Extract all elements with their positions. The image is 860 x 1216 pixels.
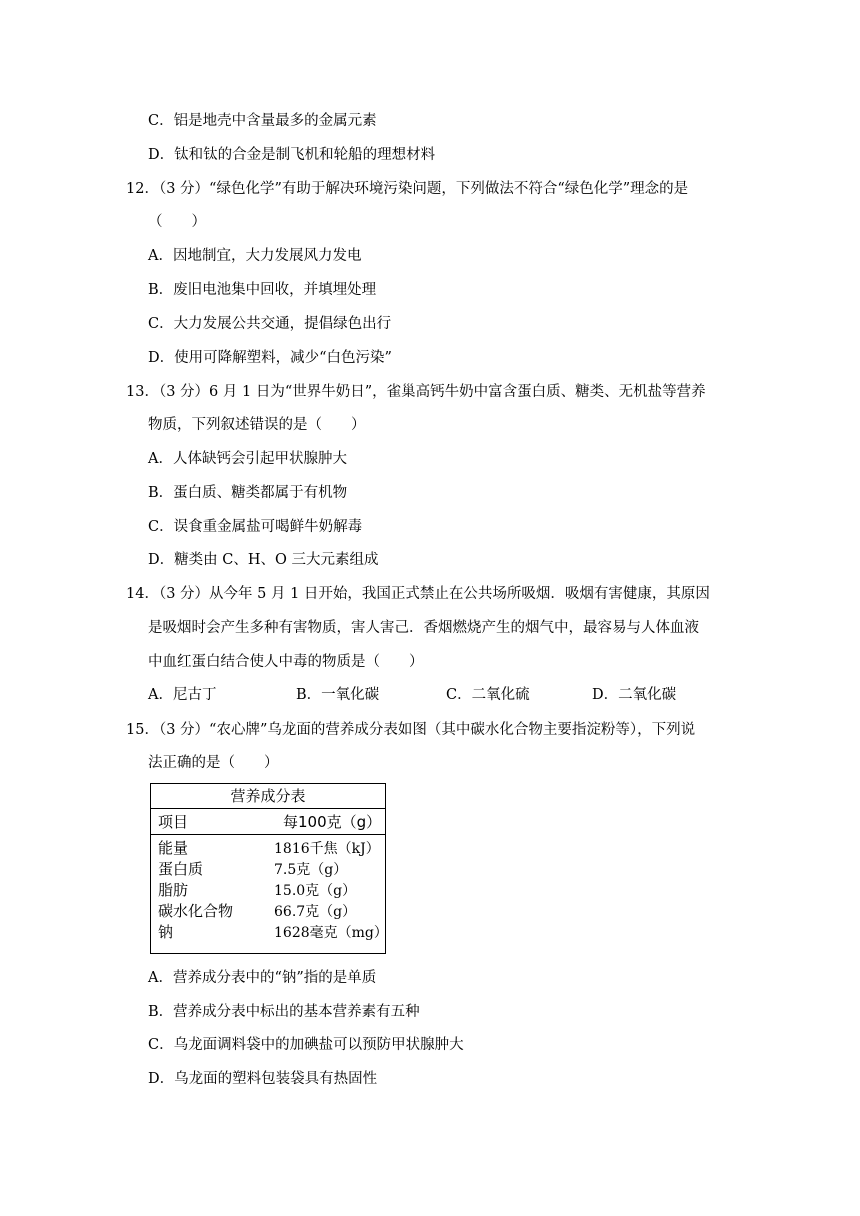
table-row bbox=[151, 879, 385, 899]
row-item: 蛋白质 bbox=[158, 860, 204, 878]
q15-option-c: C．乌龙面调料袋中的加碘盐可以预防甲状腺肿大 bbox=[148, 1037, 464, 1053]
q14-option-a: A．尼古丁 bbox=[148, 687, 217, 703]
q13-option-b: B．蛋白质、糖类都属于有机物 bbox=[148, 485, 348, 501]
q14-stem-cont-1: 是吸烟时会产生多种有害物质，害人害己．香烟燃烧产生的烟气中，最容易与人体血液 bbox=[148, 620, 699, 636]
table-row bbox=[151, 921, 388, 941]
q12-option-d: D．使用可降解塑料，减少“白色污染” bbox=[148, 350, 392, 366]
q11-option-d: D．钛和钛的合金是制飞机和轮船的理想材料 bbox=[148, 147, 436, 163]
q15-option-b: B．营养成分表中标出的基本营养素有五种 bbox=[148, 1004, 420, 1020]
q14-option-c: C．二氧化硫 bbox=[446, 687, 530, 703]
nutrition-table bbox=[150, 783, 386, 954]
header-item: 项目 bbox=[158, 813, 189, 831]
q12-option-a: A．因地制宜，大力发展风力发电 bbox=[148, 248, 362, 264]
q12-stem-cont: （ ） bbox=[148, 214, 206, 230]
q15-option-d: D．乌龙面的塑料包装袋具有热固性 bbox=[148, 1071, 378, 1087]
q11-option-c: C．铝是地壳中含量最多的金属元素 bbox=[148, 113, 377, 129]
q12-option-c: C．大力发展公共交通，提倡绿色出行 bbox=[148, 316, 392, 332]
row-value: 15.0克（g） bbox=[274, 883, 357, 899]
row-value: 7.5克（g） bbox=[274, 862, 348, 878]
q13-option-c: C．误食重金属盐可喝鲜牛奶解毒 bbox=[148, 519, 363, 535]
q13-option-d: D．糖类由 C、H、O 三大元素组成 bbox=[148, 552, 379, 568]
q14-stem: 14．（3 分）从今年 5 月 1 日开始，我国正式禁止在公共场所吸烟．吸烟有害健康，其原因 bbox=[126, 586, 710, 602]
q15-stem: 15．（3 分）“农心牌”乌龙面的营养成分表如图（其中碳水化合物主要指淀粉等），下列说 bbox=[126, 722, 696, 738]
row-item: 脂肪 bbox=[158, 881, 189, 899]
q13-option-a: A．人体缺钙会引起甲状腺肿大 bbox=[148, 451, 347, 467]
q15-stem-cont: 法正确的是（ ） bbox=[148, 755, 279, 771]
row-item: 钠 bbox=[158, 923, 174, 941]
row-value: 1628毫克（mg） bbox=[274, 925, 388, 941]
table-row bbox=[151, 858, 385, 878]
q14-option-b: B．一氧化碳 bbox=[296, 687, 380, 703]
q15-option-a: A．营养成分表中的“钠”指的是单质 bbox=[148, 970, 377, 986]
row-item: 能量 bbox=[158, 839, 189, 857]
q14-option-d: D．二氧化碳 bbox=[592, 687, 677, 703]
q13-stem: 13．（3 分）6 月 1 日为“世界牛奶日”，雀巢高钙牛奶中富含蛋白质、糖类、无机盐等营养 bbox=[126, 384, 706, 400]
row-value: 1816千焦（kJ） bbox=[274, 841, 380, 857]
row-item: 碳水化合物 bbox=[158, 902, 234, 920]
nutrition-table-title: 营养成分表 bbox=[151, 784, 385, 809]
q12-option-b: B．废旧电池集中回收，并填埋处理 bbox=[148, 282, 377, 298]
nutrition-table-header bbox=[151, 808, 385, 835]
q14-stem-cont-2: 中血红蛋白结合使人中毒的物质是（ ） bbox=[148, 654, 424, 670]
row-value: 66.7克（g） bbox=[274, 904, 357, 920]
q13-stem-cont: 物质，下列叙述错误的是（ ） bbox=[148, 417, 366, 433]
header-value: 每100克（g） bbox=[283, 813, 382, 831]
q12-stem: 12．（3 分）“绿色化学”有助于解决环境污染问题，下列做法不符合“绿色化学”理念的是 bbox=[126, 181, 689, 197]
table-row bbox=[151, 837, 385, 857]
table-row bbox=[151, 900, 385, 920]
